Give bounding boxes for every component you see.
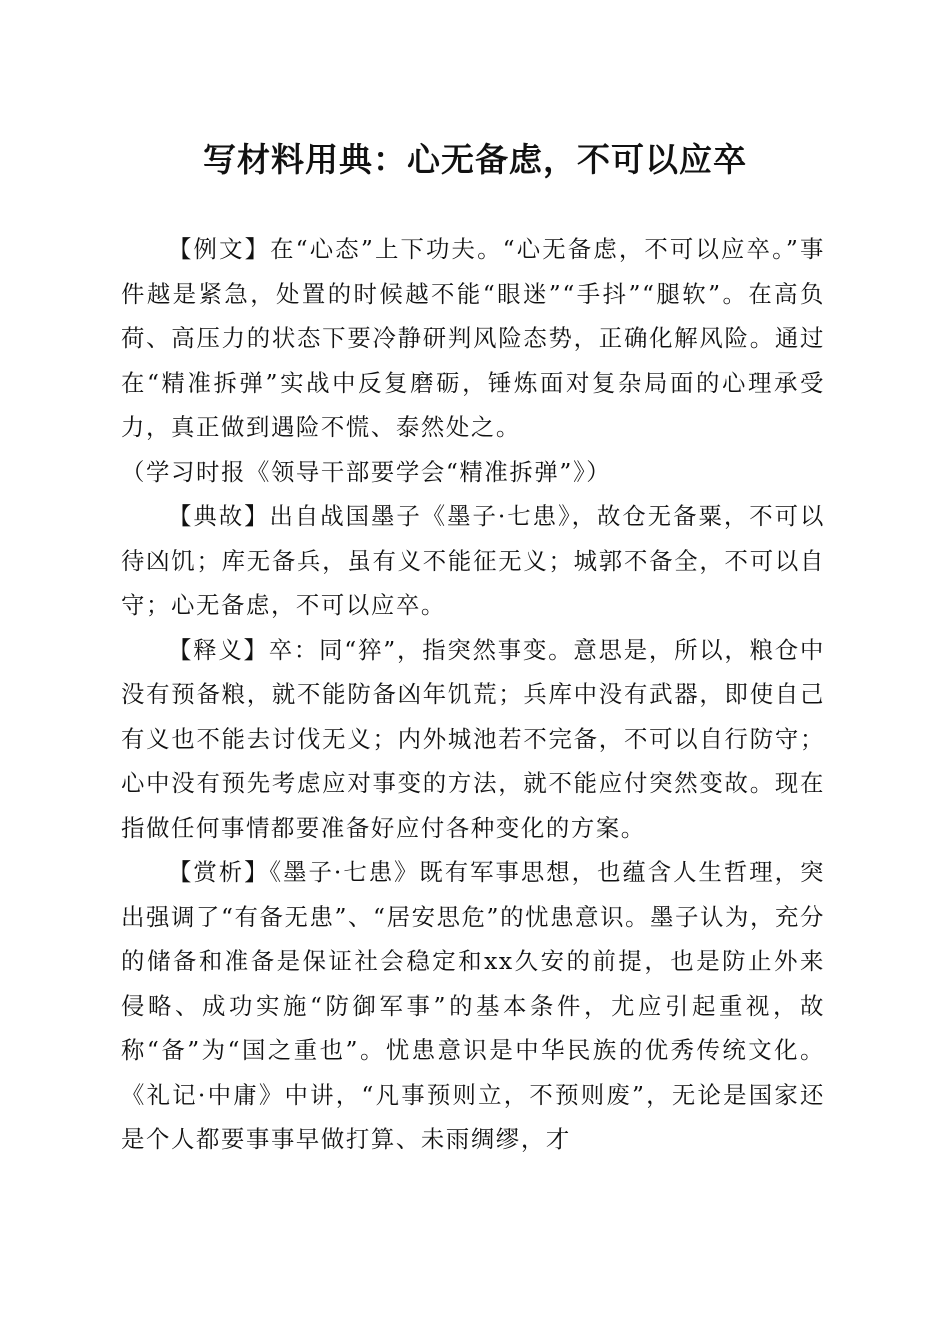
paragraph-example: 【例文】在“心态”上下功夫。“心无备虑，不可以应卒。”事件越是紧急，处置的时候越不能“眼迷”“手抖”“腿软”。在高负荷、高压力的状态下要冷静研判风险态势，正确化解风险。通过在“精准拆弹”实战中反复磨砺，锤炼面对复杂局面的心理承受力，真正做到遇险不慌、泰然处之。 xyxy=(121,235,825,441)
paragraph-source-note: （学习时报《领导干部要学会“精准拆弹”》） xyxy=(121,457,612,486)
paragraph-allusion: 【典故】出自战国墨子《墨子·七患》，故仓无备粟，不可以待凶饥；库无备兵，虽有义不能征无义；城郭不备全，不可以自守；心无备虑，不可以应卒。 xyxy=(121,502,825,619)
document-body xyxy=(121,227,825,1162)
document-title: 写材料用典：心无备虑，不可以应卒 xyxy=(203,140,747,179)
paragraph-meaning: 【释义】卒：同“猝”，指突然事变。意思是，所以，粮仓中没有预备粮，就不能防备凶年饥荒；兵库中没有武器，即使自己有义也不能去讨伐无义；内外城池若不完备，不可以自行防守；心中没有预先考虑应对事变的方法，就不能应付突然变故。现在指做任何事情都要准备好应付各种变化的方案。 xyxy=(121,635,825,842)
paragraph-analysis: 【赏析】《墨子·七患》既有军事思想，也蕴含人生哲理，突出强调了“有备无患”、“居安思危”的忧患意识。墨子认为，充分的储备和准备是保证社会稳定和xx久安的前提，也是防止外来侵略、成功实施“防御军事”的基本条件，尤应引起重视，故称“备”为“国之重也”。忧患意识是中华民族的优秀传统文化。《礼记·中庸》中讲，“凡事预则立，不预则废”，无论是国家还是个人都要事事早做打算、未雨绸缪，才 xyxy=(121,858,825,1153)
